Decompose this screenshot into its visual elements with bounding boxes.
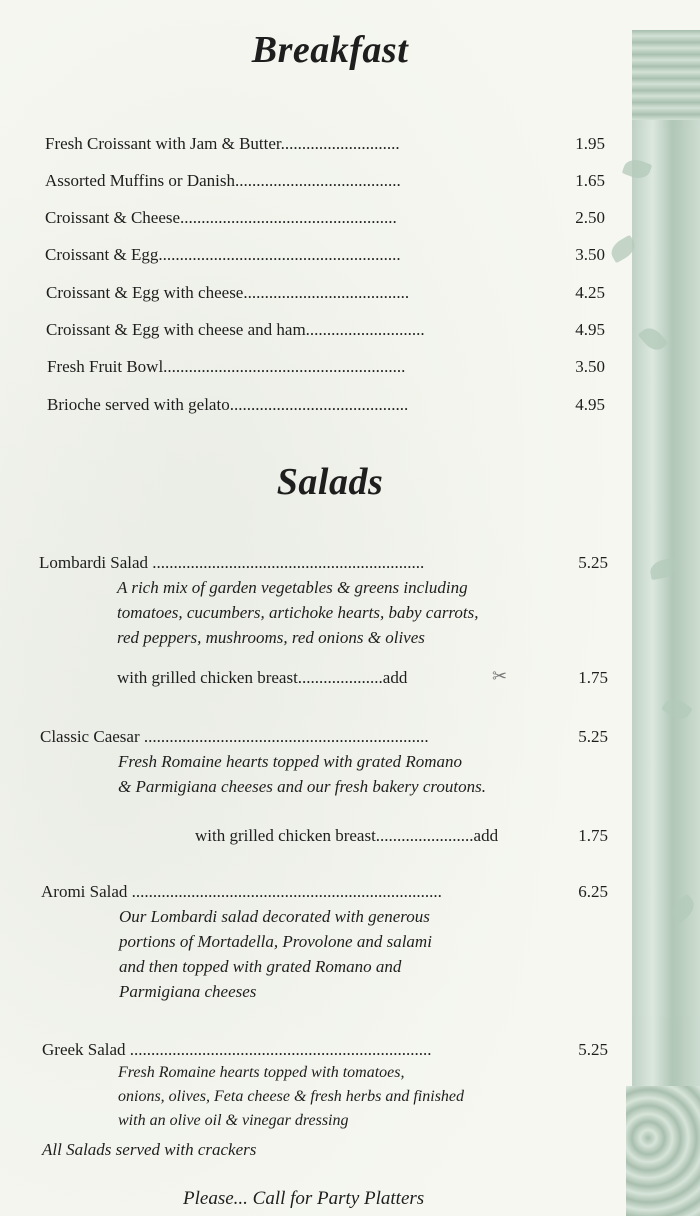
breakfast-item: Assorted Muffins or Danish....................................... bbox=[45, 171, 401, 190]
breakfast-price: 3.50 bbox=[575, 357, 605, 376]
salad-addon-price: 1.75 bbox=[578, 668, 608, 687]
breakfast-price: 1.95 bbox=[575, 134, 605, 153]
salad-name: Classic Caesar ................................................................... bbox=[40, 727, 429, 746]
party-platters-footer: Please... Call for Party Platters bbox=[183, 1188, 425, 1209]
salad-description: Our Lombardi salad decorated with generous portions of Mortadella, Provolone and salami and then topped with grated Romano and Parmigiana cheeses bbox=[119, 907, 432, 1001]
salad-name: Lombardi Salad ................................................................ bbox=[39, 553, 425, 572]
breakfast-item: Croissant & Egg with cheese and ham............................ bbox=[46, 320, 425, 339]
salad-name: Greek Salad ....................................................................... bbox=[42, 1040, 432, 1059]
breakfast-item: Croissant & Egg with cheese....................................... bbox=[46, 283, 410, 302]
breakfast-price: 2.50 bbox=[575, 208, 605, 227]
salad-description: Fresh Romaine hearts topped with grated Romano & Parmigiana cheeses and our fresh bakery croutons. bbox=[118, 752, 486, 796]
salad-name: Aromi Salad ......................................................................... bbox=[41, 882, 442, 901]
salads-note-visible: All Salads served with crackers bbox=[42, 1140, 257, 1159]
salad-price: 6.25 bbox=[578, 882, 608, 901]
decorative-column bbox=[632, 30, 700, 1216]
breakfast-price: 4.95 bbox=[575, 395, 605, 414]
salad-addon: with grilled chicken breast....................add bbox=[117, 668, 408, 687]
salad-description: A rich mix of garden vegetables & greens including tomatoes, cucumbers, artichoke hearts, baby carrots, red peppers, mushrooms, red onions & olives bbox=[117, 578, 479, 647]
breakfast-item: Croissant & Cheese................................................... bbox=[45, 208, 397, 227]
scissors-icon: ✂ bbox=[492, 666, 508, 686]
salad-price: 5.25 bbox=[578, 553, 608, 572]
salads-heading: Salads bbox=[276, 461, 384, 503]
salad-addon: with grilled chicken breast.......................add bbox=[195, 826, 499, 845]
breakfast-item: Brioche served with gelato.......................................... bbox=[47, 395, 409, 414]
salad-addon-price: 1.75 bbox=[578, 826, 608, 845]
salad-description: Fresh Romaine hearts topped with tomatoes, onions, olives, Feta cheese & fresh herbs and finished with an olive oil & vinegar dressing bbox=[118, 1064, 465, 1129]
breakfast-price: 4.25 bbox=[575, 283, 605, 302]
breakfast-price: 1.65 bbox=[575, 171, 605, 190]
breakfast-item: Croissant & Egg......................................................... bbox=[45, 245, 401, 264]
breakfast-item: Fresh Croissant with Jam & Butter............................ bbox=[45, 134, 400, 153]
salad-price: 5.25 bbox=[578, 727, 608, 746]
breakfast-price: 3.50 bbox=[575, 245, 605, 264]
breakfast-heading: Breakfast bbox=[251, 29, 409, 71]
breakfast-price: 4.95 bbox=[575, 320, 605, 339]
breakfast-item: Fresh Fruit Bowl......................................................... bbox=[47, 357, 406, 376]
salad-price: 5.25 bbox=[578, 1040, 608, 1059]
